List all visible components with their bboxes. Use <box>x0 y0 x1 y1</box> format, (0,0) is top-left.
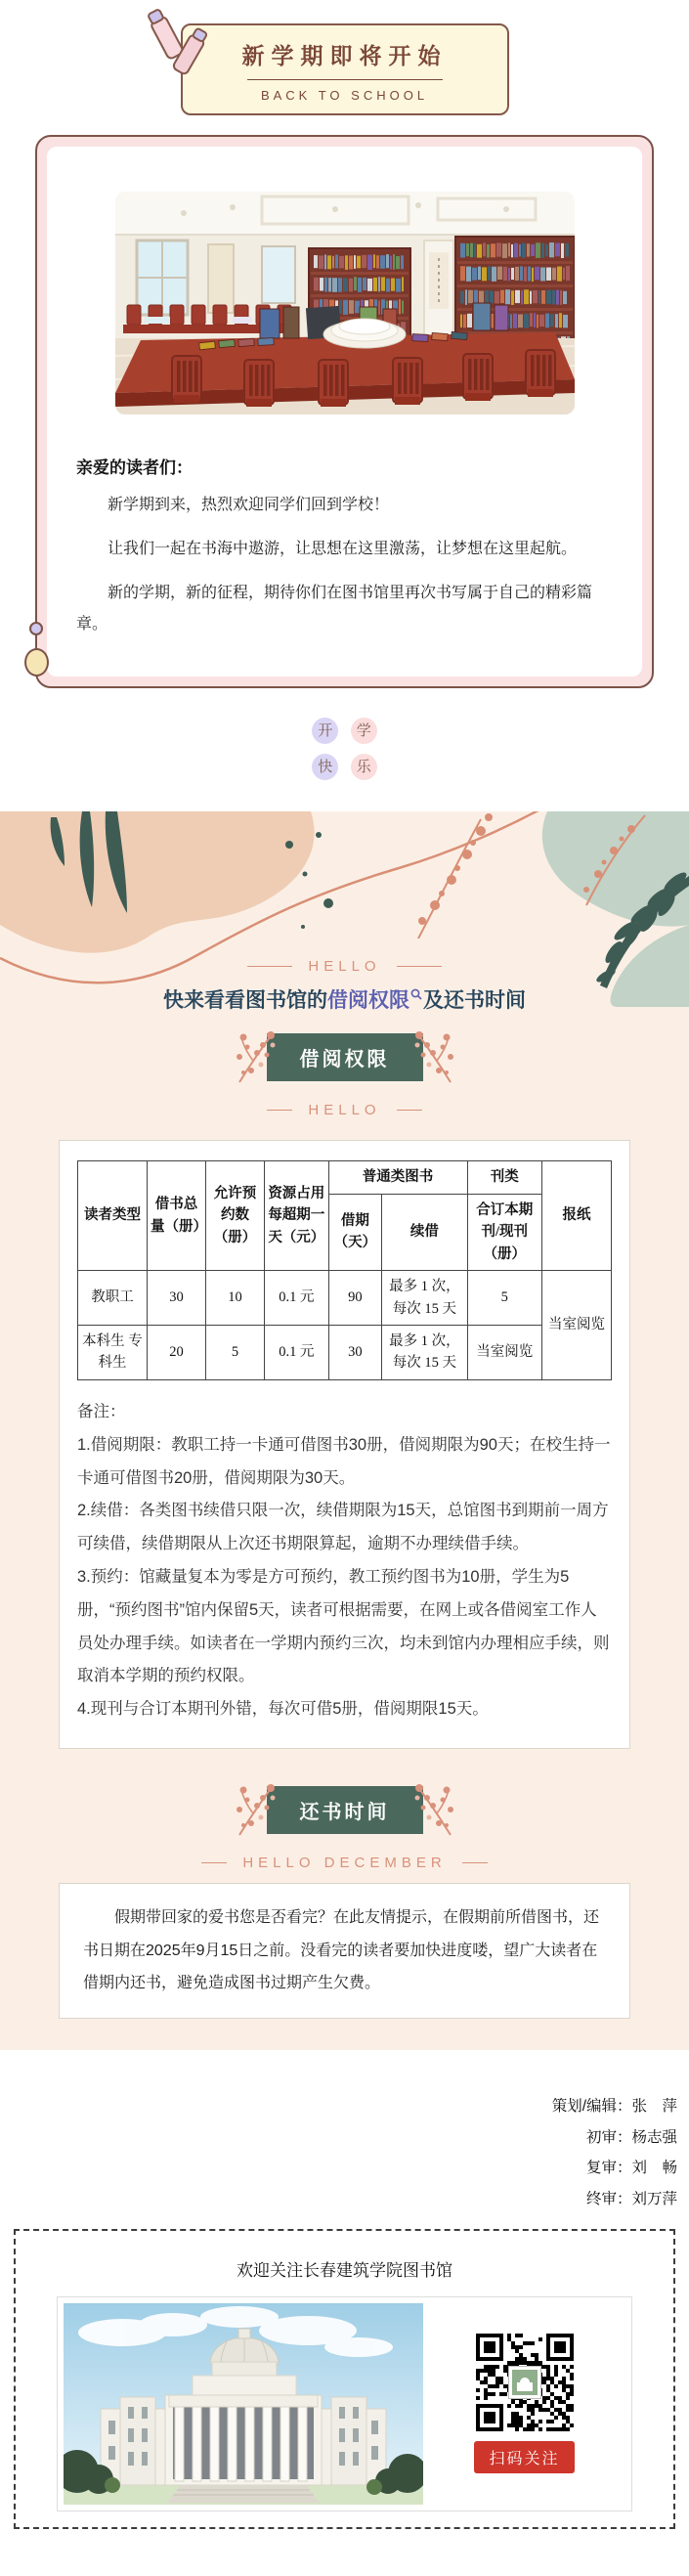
pencils-icon <box>145 4 213 80</box>
berry-sprig-icon <box>234 1029 277 1084</box>
return-time-chip-row <box>0 1782 689 1837</box>
th-newspaper: 报纸 <box>541 1161 611 1271</box>
th-reserve-allowed: 允许预约数（册） <box>206 1161 265 1271</box>
follow-box <box>14 2229 675 2529</box>
cell: 90 <box>328 1271 382 1326</box>
heading-highlight: 借阅权限 <box>327 989 409 1013</box>
cell: 最多 1 次，每次 15 天 <box>382 1271 467 1326</box>
intro-paragraph: 让我们一起在书海中遨游，让思想在这里激荡，让梦想在这里起航。 <box>108 540 578 557</box>
credit-line: 策划/编辑：张 萍 <box>551 2097 677 2115</box>
header <box>0 0 689 115</box>
festive-badge: 快 <box>312 754 338 780</box>
credit-line: 复审：刘 畅 <box>585 2160 677 2177</box>
cell: 5 <box>206 1326 265 1380</box>
notes-title: 备注： <box>77 1402 126 1420</box>
borrow-permission-chip: 借阅权限 <box>267 1033 423 1081</box>
heading-post: 及还书时间 <box>423 989 526 1013</box>
qr-caption-badge: 扫码关注 <box>474 2441 574 2473</box>
cell: 20 <box>147 1326 205 1380</box>
cell: 30 <box>328 1326 382 1380</box>
note-item: 3.预约：馆藏量复本为零是方可预约，教工预约图书为10册，学生为5册，“预约图书”馆内保留5天，读者可根据需要，在网上或各借阅室工作人员处办理手续。如读者在一学期内预约三次，均未到馆内办理相应手续，则取消本学期的预约权限。 <box>77 1568 610 1685</box>
divider <box>247 79 443 80</box>
page-subtitle: BACK TO SCHOOL <box>260 88 429 103</box>
festive-badge: 乐 <box>351 754 377 780</box>
hello-december-divider: HELLO DECEMBER <box>0 1855 689 1871</box>
credit-line: 初审：杨志强 <box>585 2128 677 2146</box>
th-renew: 续借 <box>382 1194 467 1270</box>
cell: 教职工 <box>78 1271 148 1326</box>
table-row <box>78 1326 612 1380</box>
th-bound-journal: 合订本期刊/现刊（册） <box>467 1194 541 1270</box>
festive-badges <box>0 718 689 780</box>
note-item: 1.借阅期限：教职工持一卡通可借图书30册，借阅期限为90天；在校生持一卡通可借图书20册，借阅期限为30天。 <box>77 1435 611 1487</box>
main-section <box>0 811 689 2050</box>
permissions-card <box>59 1140 630 1749</box>
bottom-spacer <box>0 2529 689 2576</box>
note-item: 2.续借：各类图书续借只限一次，续借期限为15天，总馆图书到期前一周方可续借，续借期限从上次还书期限算起，逾期不办理续借手续。 <box>77 1502 609 1553</box>
festive-badge: 学 <box>351 718 377 744</box>
decor-dot-lavender <box>29 622 43 635</box>
heading-pre: 快来看看图书馆的 <box>163 989 327 1013</box>
festive-badge: 开 <box>312 718 338 744</box>
th-journal: 刊类 <box>467 1161 541 1194</box>
th-loan-period: 借期（天） <box>328 1194 382 1270</box>
magnifier-icon <box>410 988 422 1000</box>
notes <box>77 1396 612 1726</box>
cell: 0.1 元 <box>265 1271 329 1326</box>
follow-title: 欢迎关注长春建筑学院图书馆 <box>237 2260 452 2280</box>
cell: 5 <box>467 1271 541 1326</box>
library-photo[interactable] <box>115 192 575 415</box>
hello-divider: HELLO <box>0 958 689 975</box>
intro-paragraph: 新的学期，新的征程，期待你们在图书馆里再次书写属于自己的精彩篇章。 <box>76 584 593 633</box>
cell: 30 <box>147 1271 205 1326</box>
intro-greeting: 亲爱的读者们： <box>76 458 193 477</box>
qr-code[interactable] <box>476 2334 574 2431</box>
follow-panel <box>57 2296 632 2511</box>
berry-sprig-icon <box>418 813 493 939</box>
credits <box>0 2091 689 2215</box>
berry-sprig-icon <box>413 1029 456 1084</box>
borrow-permission-chip-row <box>0 1029 689 1084</box>
th-borrow-total: 借书总量（册） <box>147 1161 205 1271</box>
intro-card <box>35 135 654 688</box>
section-heading <box>0 984 689 1014</box>
permissions-table <box>77 1160 612 1380</box>
note-item: 4.现刊与合订本期刊外错，每次可借5册，借阅期限15天。 <box>77 1700 489 1719</box>
cell: 10 <box>206 1271 265 1326</box>
header-badge <box>181 23 509 115</box>
table-row <box>78 1271 612 1326</box>
credit-line: 终审：刘万萍 <box>585 2191 677 2208</box>
cell: 本科生 专科生 <box>78 1326 148 1380</box>
th-common-books: 普通类图书 <box>328 1161 467 1194</box>
hello-divider: HELLO <box>0 1102 689 1118</box>
th-overdue-fee: 资源占用每超期一天（元） <box>265 1161 329 1271</box>
reminder-text: 假期带回家的爱书您是否看完？在此友情提示，在假期前所借图书，还书日期在2025年9月15日之前。没看完的读者要加快进度喽，望广大读者在借期内还书，避免造成图书过期产生欠费。 <box>83 1909 600 1992</box>
reminder-card <box>59 1883 630 2019</box>
th-reader-type: 读者类型 <box>78 1161 148 1271</box>
building-photo[interactable] <box>64 2303 423 2505</box>
berry-sprig-icon <box>413 1782 456 1837</box>
decor-band <box>0 811 689 1007</box>
cell: 最多 1 次，每次 15 天 <box>382 1326 467 1380</box>
cell: 0.1 元 <box>265 1326 329 1380</box>
return-time-chip: 还书时间 <box>267 1786 423 1834</box>
cell: 当室阅览 <box>467 1326 541 1380</box>
berry-sprig-icon <box>234 1782 277 1837</box>
decor-dot-yellow <box>24 648 49 677</box>
cell-newspaper: 当室阅览 <box>541 1271 611 1380</box>
intro-paragraph: 新学期到来，热烈欢迎同学们回到学校！ <box>108 497 390 513</box>
page-title: 新学期即将开始 <box>241 43 448 68</box>
